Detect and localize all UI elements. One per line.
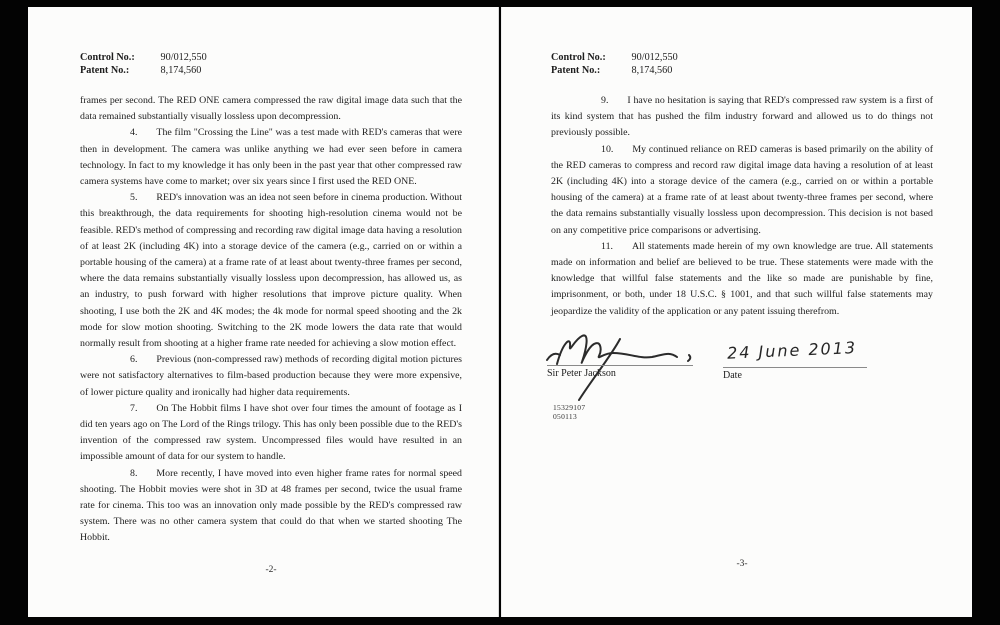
signature-line	[547, 365, 693, 379]
document-page-3	[501, 7, 972, 617]
document-id-block	[553, 403, 585, 421]
document-id-line1: 15329107	[553, 403, 586, 412]
paragraph-10	[551, 142, 933, 239]
paragraph-text: On The Hobbit films I have shot over four times the amount of footage as I did ten years ago on The Lord of the Rings trilogy. This has only been possible due to the RED's invention of the compressed raw system. Uncompressed files would have resulted in an impossible amount of data for our system to handle.	[80, 402, 462, 463]
paragraph-number: 4.	[130, 127, 138, 139]
paragraph-11	[551, 239, 933, 320]
paragraph-text: The film "Crossing the Line" was a test made with RED's cameras that were then in development. The camera was unlike anything we had ever seen before in camera technology. In fact to my knowledge it has only been in the past year that other compressed raw camera systems have come to market; over six years since I first used the RED ONE.	[80, 127, 462, 188]
signatory-name: Sir Peter Jackson	[547, 368, 616, 379]
paragraph-5	[80, 190, 462, 352]
page-3-body-text	[551, 93, 933, 320]
document-id-line2: 050113	[553, 412, 578, 421]
paragraph-number: 11.	[601, 240, 613, 252]
paragraph-text: I have no hesitation is saying that RED's compressed raw system is a first of its kind system that has pushed the film industry forward and allowed us to do things not previously possible.	[551, 95, 933, 139]
paragraph-number: 5.	[130, 192, 138, 204]
paragraph-7	[80, 401, 462, 466]
patent-number-value: 8,174,560	[160, 65, 202, 76]
paragraph-number: 9.	[601, 95, 609, 106]
patent-number-label: Patent No.:	[551, 65, 601, 76]
paragraph-text: More recently, I have moved into even higher frame rates for normal speed shooting. The Hobbit movies were shot in 3D at 48 frames per second, twice the usual frame rate for cinema. This too was an innovation only made possible by the RED's compressed raw system. There was no other camera system that could do that when we started shooting The Hobbit.	[80, 467, 462, 544]
patent-number-value: 8,174,560	[631, 65, 673, 76]
page-number-footer: -2-	[265, 565, 277, 575]
patent-number-row	[551, 64, 678, 77]
date-label: Date	[723, 370, 742, 381]
handwritten-date: 24 June 2013	[726, 338, 858, 363]
paragraph-text: All statements made herein of my own knowledge are true. All statements made on information and belief are believed to be true. These statements were made with the knowledge that willful false statements and the like so made are punishable by fine, imprisonment, or both, under 18 U.S.C. § 1001, and that such willful false statements may jeopardize the validity of the application or any patent issuing therefrom.	[551, 240, 933, 317]
patent-number-row	[80, 64, 207, 77]
paragraph-text: RED's innovation was an idea not seen before in cinema production. Without this breakthrough, the data requirements for shooting high-resolution cinema would not be feasible. RED's method of compressing and recording raw digital image data having a resolution of at least 2K (including 4K) into a storage device of the camera (e.g., carried on or within a portable housing of the camera) at a frame rate of at least about twenty-three frames per second, where the data remains substantially visually lossless upon decompression, has allowed us, as an industry, to push forward with higher resolutions that improve picture quality. When shooting, I use both the 2K and 4K modes; the 4k mode for normal speed shooting and the 2k mode for slow motion shooting. Switching to the 2K mode lowers the data rate that would normally result from shooting at a higher frame rate needed for achieving a slow motion effect.	[80, 192, 462, 350]
control-number-row	[80, 51, 207, 64]
page-2-body-text	[80, 93, 462, 547]
date-line	[723, 367, 867, 381]
paragraph-number: 7.	[130, 402, 138, 414]
control-number-row	[551, 51, 678, 64]
control-number-label: Control No.:	[80, 52, 135, 63]
paragraph-number: 6.	[130, 354, 138, 366]
paragraph-8	[80, 466, 462, 547]
document-page-2	[28, 7, 499, 617]
paragraph-text: frames per second. The RED ONE camera compressed the raw digital image data such that the data remained substantially visually lossless upon decompression.	[80, 95, 462, 123]
control-number-label: Control No.:	[551, 52, 606, 63]
control-number-value: 90/012,550	[160, 52, 207, 63]
patent-number-label: Patent No.:	[80, 65, 130, 76]
document-header	[551, 51, 678, 77]
page-number-footer: -3-	[736, 559, 748, 569]
paragraph-3-continuation	[80, 93, 462, 125]
control-number-value: 90/012,550	[631, 52, 678, 63]
paragraph-4	[80, 125, 462, 190]
paragraph-number: 8.	[130, 467, 138, 479]
paragraph-number: 10.	[601, 143, 614, 155]
document-header	[80, 51, 207, 77]
paragraph-9	[551, 93, 933, 142]
paragraph-text: Previous (non-compressed raw) methods of recording digital motion pictures were not satisfactory alternatives to film-based production because they were more expensive, of lower picture quality and ironically had higher data requirements.	[80, 354, 462, 398]
paragraph-6	[80, 352, 462, 401]
paragraph-text: My continued reliance on RED cameras is based primarily on the ability of the RED cameras to compress and record raw digital image data having a resolution of at least 2K (including 4K) into a storage device of the camera (e.g., carried on or within a portable housing of the camera) at a frame rate of at least about twenty-three frames per second, where the data remains substantially visually lossless upon decompression. This decision is not based on any competitive price comparisons or advertising.	[551, 143, 933, 236]
